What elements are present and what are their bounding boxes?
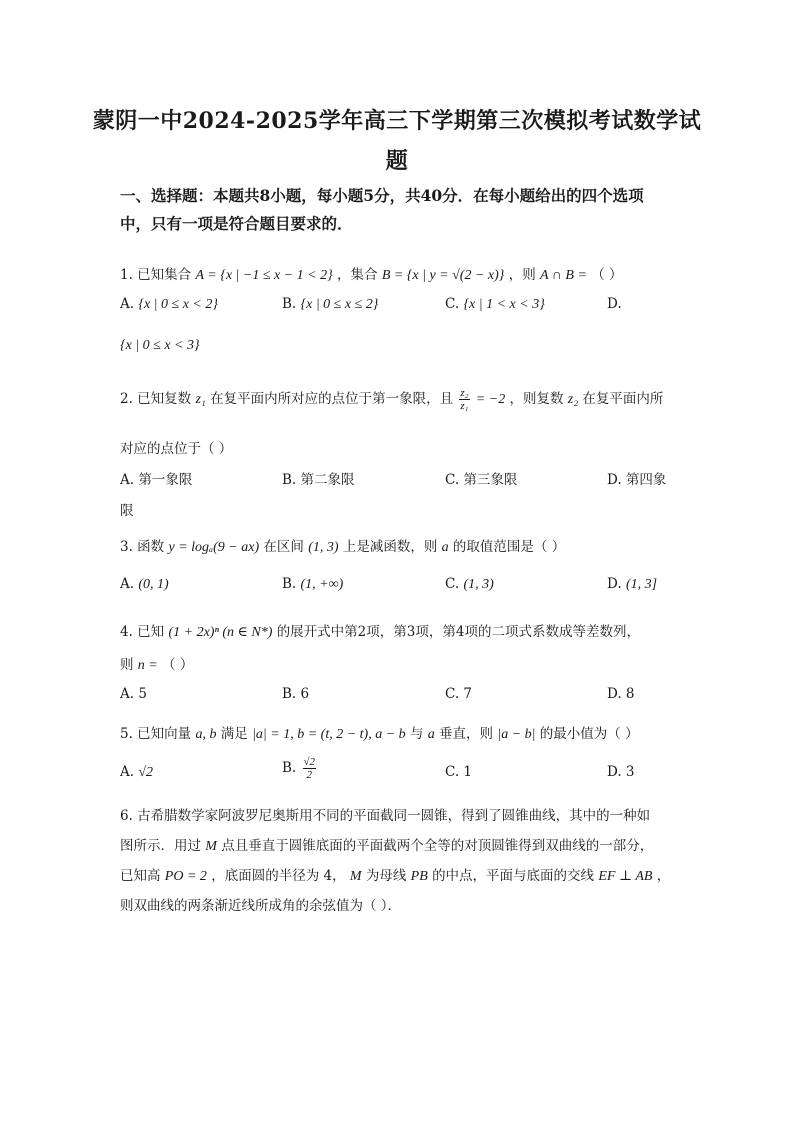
q5-option-b-denominator: 2 xyxy=(306,769,313,781)
q4-option-c: C. 7 xyxy=(445,686,473,702)
page-title: 蒙阴一中2024-2025学年高三下学期第三次模拟考试数学试 xyxy=(92,108,702,134)
q1-option-d-label: D. xyxy=(607,296,622,312)
q2-option-d: D. 第四象 xyxy=(607,472,667,488)
q4-expression-n: n = xyxy=(137,658,158,673)
q5-option-b-label: B. xyxy=(282,760,297,776)
question-6-line2 xyxy=(120,834,653,855)
q1-option-a xyxy=(120,296,218,313)
q2-fraction xyxy=(459,387,469,412)
q2-text-d: 在复平面内所 xyxy=(582,391,664,407)
q3-option-c-label: C. xyxy=(445,576,460,592)
q5-text-b: 满足 xyxy=(220,726,248,742)
q3-text-d: 的取值范围是（ ） xyxy=(452,539,566,555)
q3-variable: a xyxy=(441,540,449,555)
q2-z1: z₁ xyxy=(195,392,206,407)
q2-text-a: 2. 已知复数 xyxy=(120,391,192,407)
q1-text-a: 1. 已知集合 xyxy=(120,267,192,283)
q5-abs-expression: |a − b| xyxy=(497,727,536,742)
section-heading-line1: 一、选择题：本题共8小题，每小题5分，共40分．在每小题给出的四个选项 xyxy=(120,186,644,205)
question-1-stem xyxy=(120,263,623,284)
q5-option-c: C. 1 xyxy=(445,764,473,780)
q3-text-a: 3. 函数 xyxy=(120,539,165,555)
q6-point-m: M xyxy=(205,839,217,854)
q5-option-a xyxy=(120,764,153,781)
q1-set-a: A = {x | −1 ≤ x − 1 < 2} xyxy=(195,268,333,283)
q5-text-a: 5. 已知向量 xyxy=(120,726,192,742)
q4-option-a: A. 5 xyxy=(120,686,147,702)
q5-option-a-label: A. xyxy=(120,764,135,780)
q5-vectors: a, b xyxy=(195,727,217,742)
q3-text-b: 在区间 xyxy=(263,539,304,555)
q6-text-g: ， xyxy=(656,868,671,884)
q5-option-b-fraction xyxy=(303,756,317,781)
q2-option-d-wrap: 限 xyxy=(120,503,134,519)
q2-text-c: ，则复数 xyxy=(509,391,564,407)
q1-paren: （ ） xyxy=(591,267,623,283)
q1-option-a-value: {x | 0 ≤ x < 2} xyxy=(138,297,218,312)
q1-expr: A ∩ B = xyxy=(540,268,587,283)
q3-option-d-label: D. xyxy=(607,576,622,592)
q6-generatrix: PB xyxy=(410,869,428,884)
q1-text-b: ，集合 xyxy=(337,267,378,283)
q5-condition: |a| = 1, b = (t, 2 − t), a − b xyxy=(252,727,406,742)
q3-option-a-value: (0, 1) xyxy=(138,577,169,592)
q3-option-d-value: (1, 3] xyxy=(625,577,658,592)
q1-option-d-set: {x | 0 ≤ x < 3} xyxy=(120,338,200,353)
q6-point-m-2: M xyxy=(349,869,362,884)
q4-text-c: 则 xyxy=(120,657,134,673)
q4-option-b: B. 6 xyxy=(282,686,310,702)
q3-option-a xyxy=(120,576,169,593)
q2-equation: = −2 xyxy=(475,392,506,407)
question-5-stem xyxy=(120,722,639,743)
q1-option-c-value: {x | 1 < x < 3} xyxy=(463,297,545,312)
page-title-wrap: 题 xyxy=(385,148,409,174)
q6-text-a: 图所示．用过 xyxy=(120,838,201,854)
q1-option-d-value xyxy=(120,337,200,354)
q3-interval: (1, 3) xyxy=(308,540,339,555)
q2-option-a: A. 第一象限 xyxy=(120,472,193,488)
q4-text-a: 4. 已知 xyxy=(120,624,165,640)
question-3-stem xyxy=(120,535,565,556)
q2-option-c: C. 第三象限 xyxy=(445,472,518,488)
q5-option-a-value: √2 xyxy=(138,765,154,780)
q2-fraction-denominator: z₁ xyxy=(460,400,469,412)
q2-z2: z₂ xyxy=(567,392,579,407)
q2-fraction-numerator: z₂ xyxy=(460,387,469,399)
q5-variable: a xyxy=(427,727,435,742)
question-4-stem xyxy=(120,620,640,641)
q3-option-b-value: (1, +∞) xyxy=(300,577,344,592)
q3-option-b-label: B. xyxy=(282,576,297,592)
q6-text-d: ，底面圆的半径为 4， xyxy=(211,868,346,884)
q2-stem-line2: 对应的点位于（ ） xyxy=(120,441,233,457)
q3-function: y = logₐ(9 − ax) xyxy=(168,540,260,555)
q3-option-c-value: (1, 3) xyxy=(463,577,494,592)
q6-text-b: 点且垂直于圆锥底面的平面截两个全等的对顶圆锥得到双曲线的一部分， xyxy=(221,838,654,854)
q3-text-c: 上是减函数，则 xyxy=(342,539,438,555)
q6-text-e: 为母线 xyxy=(365,868,407,884)
question-6-line1: 6. 古希腊数学家阿波罗尼奥斯用不同的平面截同一圆锥，得到了圆锥曲线，其中的一种如 xyxy=(120,808,651,824)
question-6-line4: 则双曲线的两条渐近线所成角的余弦值为（ ）． xyxy=(120,898,402,914)
question-6-line3 xyxy=(120,864,670,885)
q1-text-c: ，则 xyxy=(508,267,536,283)
q3-option-d xyxy=(607,576,657,593)
q5-option-b-numerator: √2 xyxy=(303,756,316,768)
q1-option-b-value: {x | 0 ≤ x ≤ 2} xyxy=(300,297,379,312)
q1-option-c xyxy=(445,296,545,313)
question-2-stem xyxy=(120,387,663,412)
q5-text-e: 的最小值为（ ） xyxy=(539,726,639,742)
q6-height: PO = 2 xyxy=(164,869,207,884)
q3-option-c xyxy=(445,576,494,593)
q3-option-a-label: A. xyxy=(120,576,135,592)
q3-option-b xyxy=(282,576,343,593)
q1-option-b-label: B. xyxy=(282,296,297,312)
q6-text-c: 已知高 xyxy=(120,868,161,884)
q2-text-b: 在复平面内所对应的点位于第一象限，且 xyxy=(210,391,454,407)
q4-paren: （ ） xyxy=(162,657,194,673)
q4-text-b: 的展开式中第2项，第3项，第4项的二项式系数成等差数列， xyxy=(276,624,640,640)
q4-expression: (1 + 2x)ⁿ (n ∈ N*) xyxy=(168,625,273,640)
q1-option-a-label: A. xyxy=(120,296,135,312)
q5-text-c: 与 xyxy=(409,726,424,742)
q5-option-d: D. 3 xyxy=(607,764,635,780)
section-heading-line2: 中，只有一项是符合题目要求的． xyxy=(120,214,353,233)
q2-option-b: B. 第二象限 xyxy=(282,472,355,488)
q4-option-d: D. 8 xyxy=(607,686,635,702)
q1-set-b: B = {x | y = √(2 − x)} xyxy=(381,268,505,283)
q4-stem-line2 xyxy=(120,653,193,674)
q6-text-f: 的中点，平面与底面的交线 xyxy=(432,868,595,884)
q5-option-b xyxy=(282,756,318,781)
q6-perpendicular: EF ⊥ AB xyxy=(598,869,653,884)
q1-option-b xyxy=(282,296,378,313)
q5-text-d: 垂直，则 xyxy=(439,726,494,742)
section-heading xyxy=(120,182,680,238)
q1-option-c-label: C. xyxy=(445,296,460,312)
